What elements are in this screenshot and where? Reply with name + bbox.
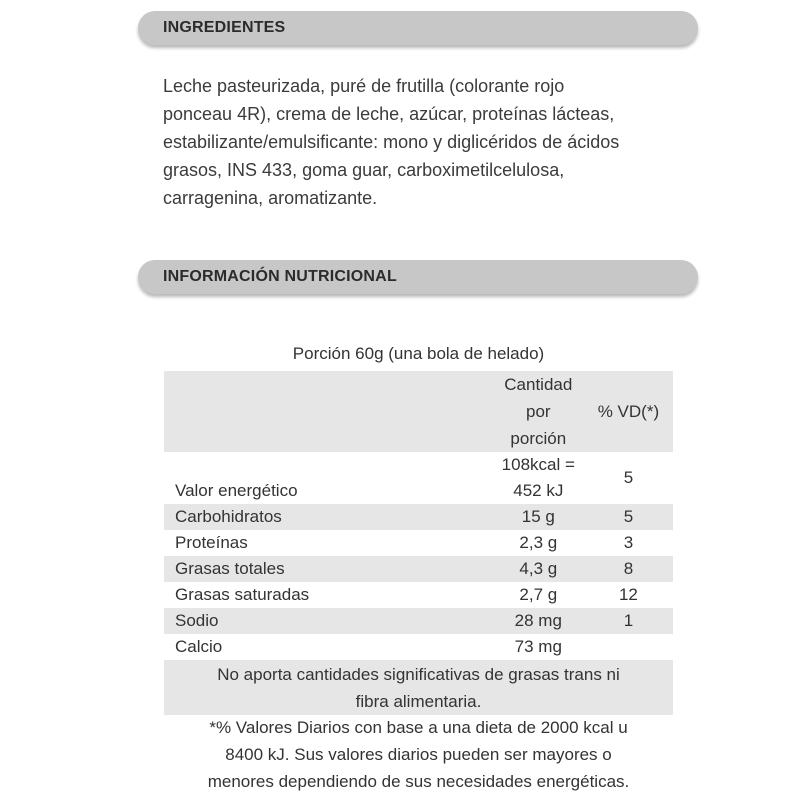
nutrition-header: INFORMACIÓN NUTRICIONAL bbox=[138, 260, 698, 294]
row-name: Proteínas bbox=[175, 533, 248, 552]
table-row bbox=[164, 530, 673, 556]
daily-values-footnote bbox=[164, 714, 673, 795]
table-row bbox=[164, 634, 673, 660]
row-qty-line: 452 kJ bbox=[513, 481, 564, 500]
row-name: Valor energético bbox=[175, 481, 298, 500]
table-note-row bbox=[164, 660, 673, 715]
table-row bbox=[164, 582, 673, 608]
row-name: Grasas saturadas bbox=[175, 585, 310, 604]
row-name: Grasas totales bbox=[164, 556, 493, 582]
row-qty: 2,3 g bbox=[519, 533, 558, 552]
ingredients-line: Leche pasteurizada, puré de frutilla (colorante rojo bbox=[163, 76, 565, 96]
row-qty: 4,3 g bbox=[493, 556, 584, 582]
row-vd: 5 bbox=[584, 504, 673, 530]
note-line: fibra alimentaria. bbox=[355, 691, 482, 711]
row-qty: 73 mg bbox=[514, 637, 562, 656]
row-vd: 5 bbox=[623, 468, 634, 487]
note-line: No aporta cantidades significativas de grasas trans ni bbox=[217, 664, 620, 684]
row-name: Carbohidratos bbox=[164, 504, 493, 530]
ingredients-line: grasos, INS 433, goma guar, carboximetilcelulosa, bbox=[163, 160, 565, 180]
table-header-row bbox=[164, 371, 673, 452]
row-name: Sodio bbox=[164, 608, 493, 634]
footnote-line: *% Valores Diarios con base a una dieta de 2000 kcal u bbox=[209, 718, 628, 737]
header-empty-cell bbox=[164, 371, 493, 452]
row-vd bbox=[584, 634, 673, 660]
ingredients-text bbox=[163, 72, 723, 212]
table-row bbox=[164, 556, 673, 582]
footnote-line: menores dependiendo de sus necesidades energéticas. bbox=[207, 772, 630, 791]
ingredients-line: carragenina, aromatizante. bbox=[163, 188, 378, 208]
table-note bbox=[164, 660, 673, 715]
row-vd: 8 bbox=[584, 556, 673, 582]
footnote-line: 8400 kJ. Sus valores diarios pueden ser mayores o bbox=[225, 745, 612, 764]
ingredients-header: INGREDIENTES bbox=[138, 11, 698, 45]
ingredients-line: estabilizante/emulsificante: mono y diglicéridos de ácidos bbox=[163, 132, 620, 152]
portion-size: Porción 60g (una bola de helado) bbox=[292, 344, 545, 363]
header-vd: % VD(*) bbox=[584, 371, 673, 452]
table-row bbox=[164, 608, 673, 634]
header-qty-line: porción bbox=[510, 429, 567, 448]
row-qty: 15 g bbox=[493, 504, 584, 530]
row-vd: 1 bbox=[584, 608, 673, 634]
row-name: Calcio bbox=[175, 637, 223, 656]
header-qty bbox=[493, 371, 584, 452]
header-qty-line: por bbox=[526, 402, 551, 421]
row-qty-line: 108kcal = bbox=[501, 455, 575, 474]
row-vd: 12 bbox=[618, 585, 638, 604]
header-qty-line: Cantidad bbox=[504, 375, 573, 394]
row-qty: 2,7 g bbox=[519, 585, 558, 604]
row-vd: 3 bbox=[623, 533, 634, 552]
table-row bbox=[164, 452, 673, 504]
ingredients-line: ponceau 4R), crema de leche, azúcar, proteínas lácteas, bbox=[163, 104, 615, 124]
nutrition-table bbox=[164, 371, 673, 715]
row-qty bbox=[493, 452, 584, 504]
row-qty: 28 mg bbox=[493, 608, 584, 634]
table-row bbox=[164, 504, 673, 530]
